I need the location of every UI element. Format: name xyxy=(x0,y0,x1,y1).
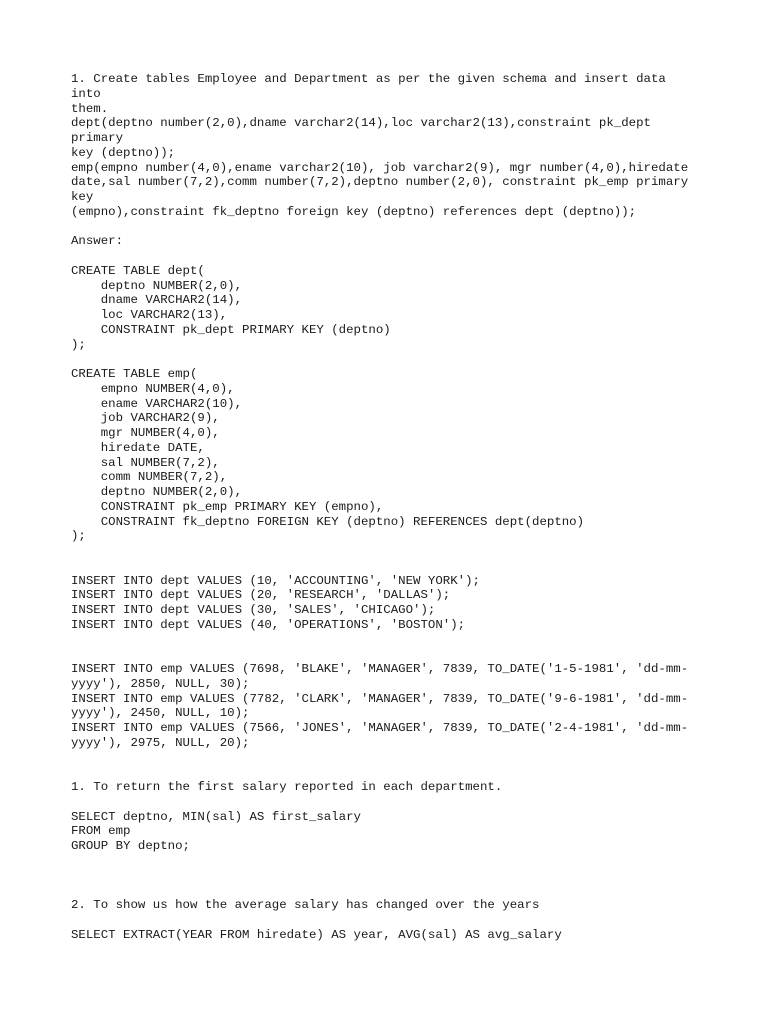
text-line: date,sal number(7,2),comm number(7,2),deptno number(2,0), constraint pk_emp primary xyxy=(71,175,689,190)
text-line: (empno),constraint fk_deptno foreign key (deptno) references dept (deptno)); xyxy=(71,204,637,219)
text-line: key (deptno)); xyxy=(71,145,176,160)
code-line: GROUP BY deptno; xyxy=(71,839,190,853)
blank-line xyxy=(71,559,711,574)
code-line: INSERT INTO emp VALUES (7782, 'CLARK', 'MANAGER', 7839, TO_DATE('9-6-1981', 'dd-mm- xyxy=(71,691,689,706)
code-line: empno NUMBER(4,0), xyxy=(71,381,235,396)
code-line: deptno NUMBER(2,0), xyxy=(71,278,243,293)
blank-line xyxy=(71,854,711,869)
code-line: INSERT INTO dept VALUES (10, 'ACCOUNTING', 'NEW YORK'); xyxy=(71,573,480,588)
code-line: loc VARCHAR2(13), xyxy=(71,308,228,322)
code-line: deptno NUMBER(2,0), xyxy=(71,485,243,499)
code-line: FROM emp xyxy=(71,824,131,839)
code-line: INSERT INTO emp VALUES (7566, 'JONES', 'MANAGER', 7839, TO_DATE('2-4-1981', 'dd-mm- xyxy=(71,721,689,735)
code-line: ename VARCHAR2(10), xyxy=(71,396,243,411)
code-line: INSERT INTO dept VALUES (30, 'SALES', 'CHICAGO'); xyxy=(71,603,436,617)
code-line: CREATE TABLE dept( xyxy=(71,263,205,278)
blank-line xyxy=(71,352,711,367)
code-line: job VARCHAR2(9), xyxy=(71,411,220,426)
text-line: key xyxy=(71,190,94,204)
answer-label: Answer: xyxy=(71,234,124,249)
code-line: CONSTRAINT pk_dept PRIMARY KEY (deptno) xyxy=(71,322,391,337)
code-line: yyyy'), 2850, NULL, 30); xyxy=(71,676,250,691)
blank-line xyxy=(71,544,711,559)
text-line: emp(empno number(4,0),ename varchar2(10), job varchar2(9), mgr number(4,0),hiredate xyxy=(71,160,689,175)
code-line: CONSTRAINT pk_emp PRIMARY KEY (empno), xyxy=(71,499,384,514)
text-line: 1. Create tables Employee and Department as per the given schema and insert data xyxy=(71,72,666,86)
question-line: 1. To return the first salary reported in each department. xyxy=(71,780,503,794)
blank-line xyxy=(71,647,711,662)
text-line: dept(deptno number(2,0),dname varchar2(14),loc varchar2(13),constraint pk_dept xyxy=(71,116,651,131)
blank-line xyxy=(71,869,711,884)
code-line: hiredate DATE, xyxy=(71,440,205,455)
blank-line xyxy=(71,220,711,235)
blank-line xyxy=(71,913,711,928)
code-line: dname VARCHAR2(14), xyxy=(71,293,243,308)
text-line: into xyxy=(71,86,101,101)
document-body xyxy=(71,72,711,942)
blank-line xyxy=(71,751,711,766)
blank-line xyxy=(71,633,711,648)
code-line: CONSTRAINT fk_deptno FOREIGN KEY (deptno) REFERENCES dept(deptno) xyxy=(71,514,585,529)
code-line: yyyy'), 2975, NULL, 20); xyxy=(71,735,250,750)
code-line: INSERT INTO emp VALUES (7698, 'BLAKE', 'MANAGER', 7839, TO_DATE('1-5-1981', 'dd-mm- xyxy=(71,662,689,676)
blank-line xyxy=(71,795,711,810)
blank-line xyxy=(71,249,711,264)
code-line: INSERT INTO dept VALUES (40, 'OPERATIONS', 'BOSTON'); xyxy=(71,617,466,632)
code-line: comm NUMBER(7,2), xyxy=(71,470,228,485)
code-line: yyyy'), 2450, NULL, 10); xyxy=(71,706,250,721)
code-line: SELECT deptno, MIN(sal) AS first_salary xyxy=(71,809,361,824)
text-line: them. xyxy=(71,101,109,116)
code-line: INSERT INTO dept VALUES (20, 'RESEARCH', 'DALLAS'); xyxy=(71,588,451,603)
blank-line xyxy=(71,765,711,780)
code-line: ); xyxy=(71,337,86,352)
text-line: primary xyxy=(71,131,124,145)
code-line: sal NUMBER(7,2), xyxy=(71,455,220,470)
question-line: 2. To show us how the average salary has changed over the years xyxy=(71,898,540,912)
code-line: SELECT EXTRACT(YEAR FROM hiredate) AS year, AVG(sal) AS avg_salary xyxy=(71,927,562,942)
code-line: CREATE TABLE emp( xyxy=(71,367,198,381)
code-line: mgr NUMBER(4,0), xyxy=(71,426,220,440)
blank-line xyxy=(71,883,711,898)
code-line: ); xyxy=(71,529,86,544)
